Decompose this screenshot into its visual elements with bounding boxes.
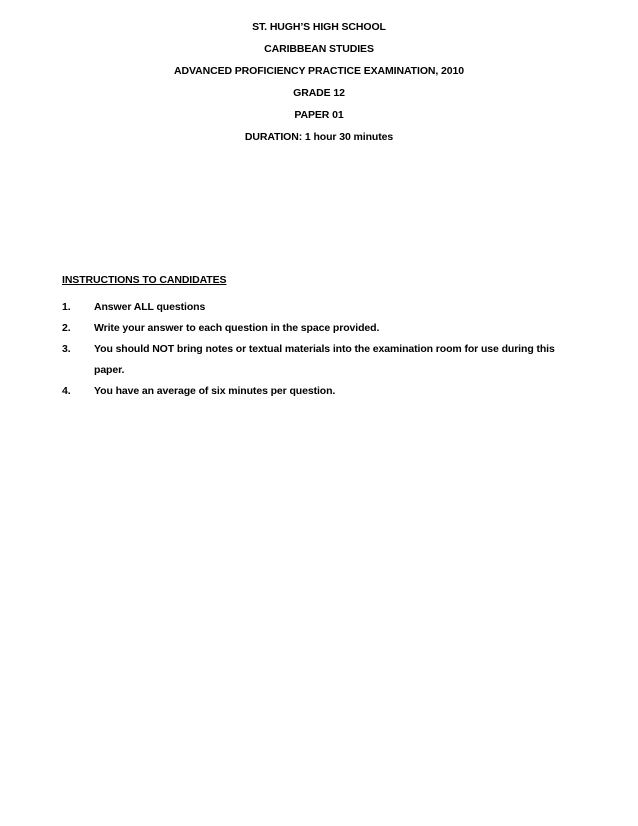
paper-label: PAPER 01	[294, 109, 344, 121]
instruction-item	[62, 318, 562, 339]
instruction-number: 4.	[62, 385, 71, 397]
instruction-item	[62, 381, 562, 402]
instruction-text: Write your answer to each question in the space provided.	[94, 322, 380, 334]
instruction-text: You should NOT bring notes or textual materials into the examination room for use during this paper.	[94, 343, 555, 376]
instruction-text: Answer ALL questions	[94, 301, 206, 313]
exam-header	[0, 22, 638, 154]
instruction-item	[62, 297, 562, 318]
instruction-number: 2.	[62, 322, 71, 334]
school-name: ST. HUGH’S HIGH SCHOOL	[252, 21, 386, 33]
instruction-text: You have an average of six minutes per question.	[94, 385, 336, 397]
instruction-number: 3.	[62, 343, 71, 355]
subject-title: CARIBBEAN STUDIES	[264, 43, 374, 55]
instructions-heading: INSTRUCTIONS TO CANDIDATES	[62, 274, 227, 286]
duration-label: DURATION: 1 hour 30 minutes	[244, 131, 394, 143]
exam-title: ADVANCED PROFICIENCY PRACTICE EXAMINATION, 2010	[174, 65, 464, 77]
grade-label: GRADE 12	[293, 87, 345, 99]
instructions-list	[62, 297, 562, 402]
instructions-section	[62, 274, 562, 402]
instruction-item	[62, 339, 562, 381]
instruction-number: 1.	[62, 301, 71, 313]
